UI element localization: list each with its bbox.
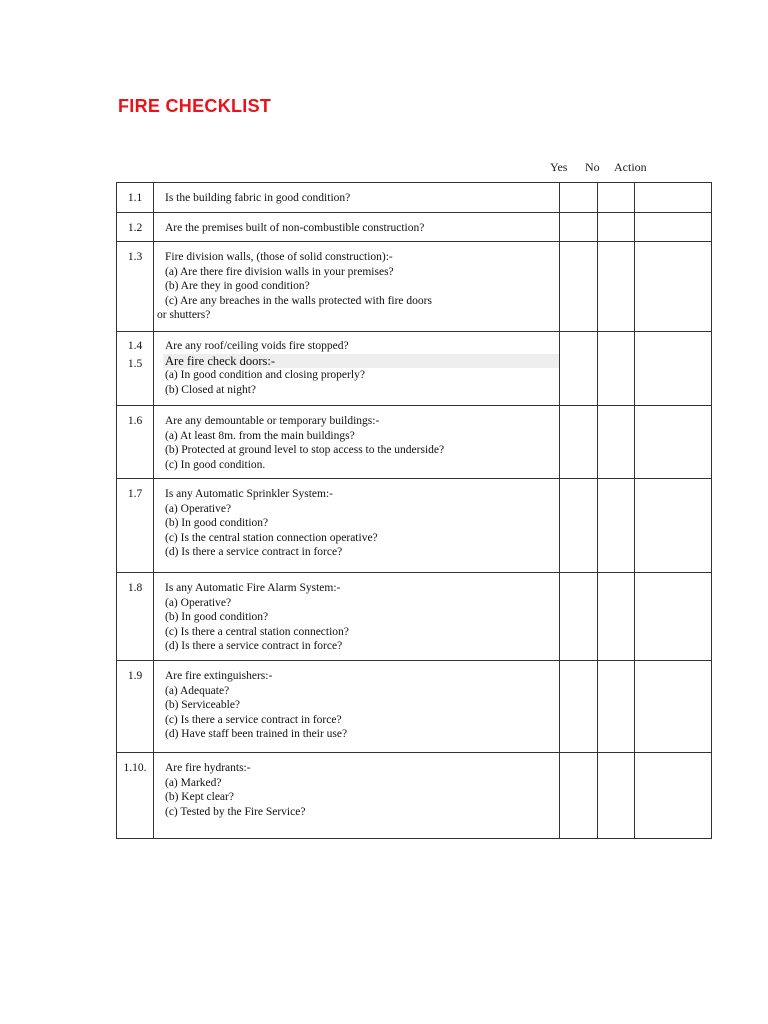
row-question [154,661,560,753]
action-cell[interactable] [635,661,712,753]
sub-question: (a) Adequate? [165,684,230,697]
action-cell[interactable] [635,242,712,332]
sub-question: (d) Is there a service contract in force? [165,640,343,652]
row-number: 1.1 [117,183,154,213]
row-number-a: 1.4 [127,340,143,352]
no-cell[interactable] [598,753,635,839]
page-title: FIRE CHECKLIST [118,96,272,116]
sub-question: (a) Marked? [165,776,222,789]
table-row [117,661,712,753]
yes-cell[interactable] [560,332,598,406]
action-cell[interactable] [635,183,712,213]
row-number [117,332,154,406]
sub-question: (c) Are any breaches in the walls protected with fire doors [165,294,432,307]
yes-cell[interactable] [560,479,598,573]
action-cell[interactable] [635,573,712,661]
no-cell[interactable] [598,242,635,332]
sub-question: (c) Tested by the Fire Service? [165,805,306,818]
sub-question: (a) At least 8m. from the main buildings? [165,429,355,442]
table-row [117,406,712,479]
checklist-table [116,182,712,839]
sub-question: (a) Operative? [165,596,232,609]
question-text: Are any roof/ceiling voids fire stopped? [165,340,349,352]
question-text: Are the premises built of non-combustible construction? [165,222,425,234]
row-number: 1.2 [117,213,154,242]
sub-question: (b) Kept clear? [165,791,234,803]
question-text: Fire division walls, (those of solid construction):- [165,251,393,263]
row-number: 1.6 [117,406,154,479]
question-text: Are fire hydrants:- [165,762,251,774]
yes-cell[interactable] [560,242,598,332]
sub-question: (b) Closed at night? [165,383,257,396]
sub-question: (a) Operative? [165,502,232,515]
yes-cell[interactable] [560,753,598,839]
sub-question: (a) Are there fire division walls in your premises? [165,265,394,278]
row-question [154,183,560,213]
question-text: Are fire extinguishers:- [165,670,273,682]
sub-question: (b) Protected at ground level to stop access to the underside? [165,444,445,456]
table-row [117,213,712,242]
no-cell[interactable] [598,406,635,479]
no-cell[interactable] [598,183,635,213]
column-header-yes: Yes [550,160,568,174]
question-text: Is any Automatic Fire Alarm System:- [165,582,341,594]
column-header-action: Action [614,160,647,174]
sub-question: (c) Is there a service contract in force? [165,713,342,726]
row-number: 1.8 [117,573,154,661]
table-row [117,753,712,839]
no-cell[interactable] [598,573,635,661]
action-cell[interactable] [635,753,712,839]
table-row [117,242,712,332]
yes-cell[interactable] [560,213,598,242]
row-question [154,332,560,406]
no-cell[interactable] [598,332,635,406]
sub-question: (c) Is the central station connection operative? [165,531,378,544]
sub-question: (b) Serviceable? [165,699,241,711]
yes-cell[interactable] [560,183,598,213]
sub-question: (c) In good condition. [165,458,266,471]
table-row [117,479,712,573]
question-text: Is the building fabric in good condition? [165,192,351,204]
table-row [117,332,712,406]
sub-question: (b) In good condition? [165,517,269,529]
table-row [117,573,712,661]
yes-cell[interactable] [560,573,598,661]
sub-question: (d) Have staff been trained in their use? [165,728,348,740]
row-question [154,242,560,332]
sub-question: (d) Is there a service contract in force? [165,546,343,558]
no-cell[interactable] [598,661,635,753]
row-question [154,573,560,661]
yes-cell[interactable] [560,661,598,753]
row-number: 1.9 [117,661,154,753]
sub-question: (a) In good condition and closing properly? [165,369,365,381]
action-cell[interactable] [635,406,712,479]
action-cell[interactable] [635,332,712,406]
sub-question: (b) Are they in good condition? [165,280,310,292]
row-question [154,479,560,573]
row-number: 1.10. [117,753,154,839]
row-number: 1.3 [117,242,154,332]
question-text-highlighted: Are fire check doors:- [163,354,559,369]
action-cell[interactable] [635,213,712,242]
action-cell[interactable] [635,479,712,573]
question-text: Is any Automatic Sprinkler System:- [165,488,334,500]
yes-cell[interactable] [560,406,598,479]
no-cell[interactable] [598,213,635,242]
sub-question: (c) Is there a central station connection? [165,625,349,638]
no-cell[interactable] [598,479,635,573]
row-number: 1.7 [117,479,154,573]
column-header-no: No [585,160,600,174]
sub-question: (b) In good condition? [165,611,269,623]
sub-question-continuation: or shutters? [157,309,211,321]
row-question [154,406,560,479]
row-question [154,753,560,839]
row-number-b: 1.5 [127,357,143,370]
row-question [154,213,560,242]
table-row [117,183,712,213]
question-text: Are any demountable or temporary buildings:- [165,415,380,427]
